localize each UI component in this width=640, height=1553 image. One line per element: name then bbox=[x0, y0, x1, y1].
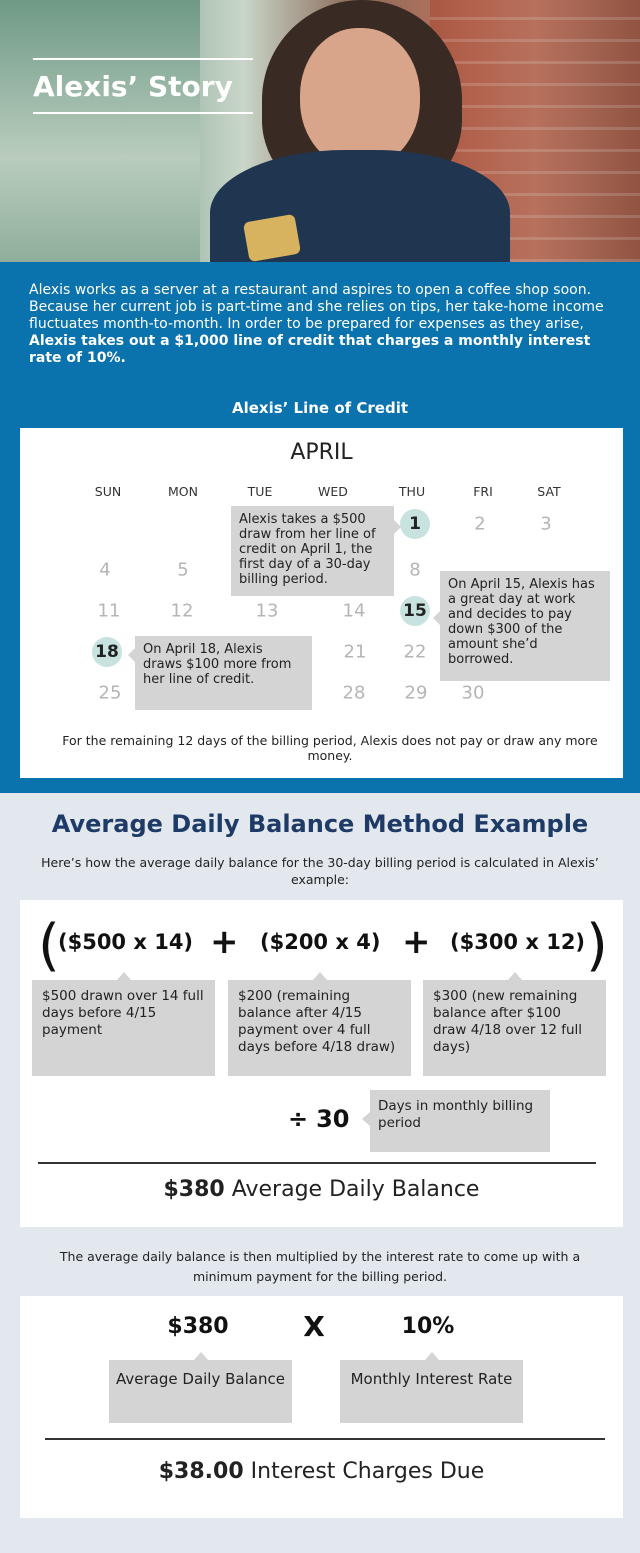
divide-icon: ÷ bbox=[288, 1105, 309, 1133]
adb-title: Average Daily Balance Method Example bbox=[51, 810, 589, 838]
explanation-2: $200 (remaining balance after 4/15 payment over 4 full days before 4/18 draw) bbox=[228, 980, 411, 1076]
day-30: 30 bbox=[461, 682, 485, 704]
plus-icon: + bbox=[210, 922, 239, 962]
close-paren: ) bbox=[586, 913, 608, 978]
note-april-15: On April 15, Alexis has a great day at work and decides to pay down $300 of the amount she’d borrowed. bbox=[440, 571, 610, 681]
adb-result-value: $380 bbox=[163, 1177, 225, 1202]
weekday-mon: MON bbox=[168, 484, 198, 499]
day-11: 11 bbox=[97, 600, 121, 622]
day-25: 25 bbox=[98, 682, 122, 704]
calendar-heading: Alexis’ Line of Credit bbox=[231, 399, 409, 417]
term-1: ($500 x 14) bbox=[58, 930, 194, 954]
hero-title: Alexis’ Story bbox=[33, 58, 253, 114]
term-2: ($200 x 4) bbox=[260, 930, 381, 954]
divisor-note: Days in monthly billing period bbox=[370, 1090, 550, 1152]
adb-formula bbox=[20, 900, 623, 1227]
interest-balance-value: $380 bbox=[167, 1314, 229, 1339]
intro-bold-text: Alexis takes out a $1,000 line of credit that charges a monthly interest rate of 10%. bbox=[29, 333, 591, 366]
rate-label-box: Monthly Interest Rate bbox=[340, 1360, 523, 1423]
day-14: 14 bbox=[342, 600, 366, 622]
interest-divider bbox=[45, 1438, 605, 1440]
term-3: ($300 x 12) bbox=[450, 930, 586, 954]
interest-subtitle: The average daily balance is then multiplied by the interest rate to come up with a minimum payment for the billing period. bbox=[59, 1249, 581, 1284]
times-icon: X bbox=[303, 1310, 325, 1343]
balance-label-box: Average Daily Balance bbox=[109, 1360, 292, 1423]
day-2: 2 bbox=[474, 513, 486, 535]
note-april-18: On April 18, Alexis draws $100 more from her line of credit. bbox=[135, 636, 312, 710]
weekday-sun: SUN bbox=[94, 484, 122, 499]
person-face bbox=[300, 28, 420, 168]
day-18: 18 bbox=[92, 637, 122, 667]
divisor: 30 bbox=[316, 1105, 350, 1133]
adb-subtitle: Here’s how the average daily balance for the 30-day billing period is calculated in Alexis’ example: bbox=[41, 855, 599, 887]
intro-text: Alexis works as a server at a restaurant and aspires to open a coffee shop soon. Because her current job is part-time and she relies on tips, her take-home income fluctuates month-to-month. In order to be prepared for expenses as they arise, bbox=[29, 282, 604, 332]
intro-paragraph bbox=[29, 282, 614, 367]
day-21: 21 bbox=[343, 641, 367, 663]
note-april-1: Alexis takes a $500 draw from her line of credit on April 1, the first day of a 30-day billing period. bbox=[231, 506, 394, 596]
interest-rate-value: 10% bbox=[401, 1314, 455, 1339]
calendar bbox=[20, 428, 623, 778]
day-1: 1 bbox=[400, 509, 430, 539]
weekday-sat: SAT bbox=[537, 484, 561, 499]
intro-section bbox=[0, 262, 640, 793]
calendar-month: APRIL bbox=[290, 440, 353, 465]
day-4: 4 bbox=[99, 559, 111, 581]
interest-result-label: Interest Charges Due bbox=[250, 1459, 485, 1484]
weekday-wed: WED bbox=[318, 484, 348, 499]
adb-result-label: Average Daily Balance bbox=[231, 1177, 480, 1202]
explanation-1: $500 drawn over 14 full days before 4/15 payment bbox=[32, 980, 215, 1076]
formula-divider bbox=[38, 1162, 596, 1164]
day-15: 15 bbox=[400, 596, 430, 626]
day-13: 13 bbox=[255, 600, 279, 622]
window-background bbox=[0, 0, 200, 262]
weekday-tue: TUE bbox=[247, 484, 273, 499]
hero-photo bbox=[0, 0, 640, 262]
weekday-thu: THU bbox=[398, 484, 426, 499]
plus-icon-2: + bbox=[402, 922, 431, 962]
adb-result bbox=[20, 1177, 623, 1202]
day-22: 22 bbox=[403, 641, 427, 663]
interest-formula bbox=[20, 1296, 623, 1518]
calendar-footer: For the remaining 12 days of the billing period, Alexis does not pay or draw any more money. bbox=[62, 733, 598, 763]
weekday-fri: FRI bbox=[473, 484, 493, 499]
day-29: 29 bbox=[404, 682, 428, 704]
day-8: 8 bbox=[409, 559, 421, 581]
interest-result bbox=[20, 1459, 623, 1484]
interest-result-value: $38.00 bbox=[158, 1459, 244, 1484]
open-paren: ( bbox=[38, 913, 60, 978]
day-28: 28 bbox=[342, 682, 366, 704]
divide-expression bbox=[288, 1105, 350, 1133]
explanation-3: $300 (new remaining balance after $100 draw 4/18 over 12 full days) bbox=[423, 980, 606, 1076]
day-5: 5 bbox=[177, 559, 189, 581]
day-12: 12 bbox=[170, 600, 194, 622]
day-3: 3 bbox=[540, 513, 552, 535]
